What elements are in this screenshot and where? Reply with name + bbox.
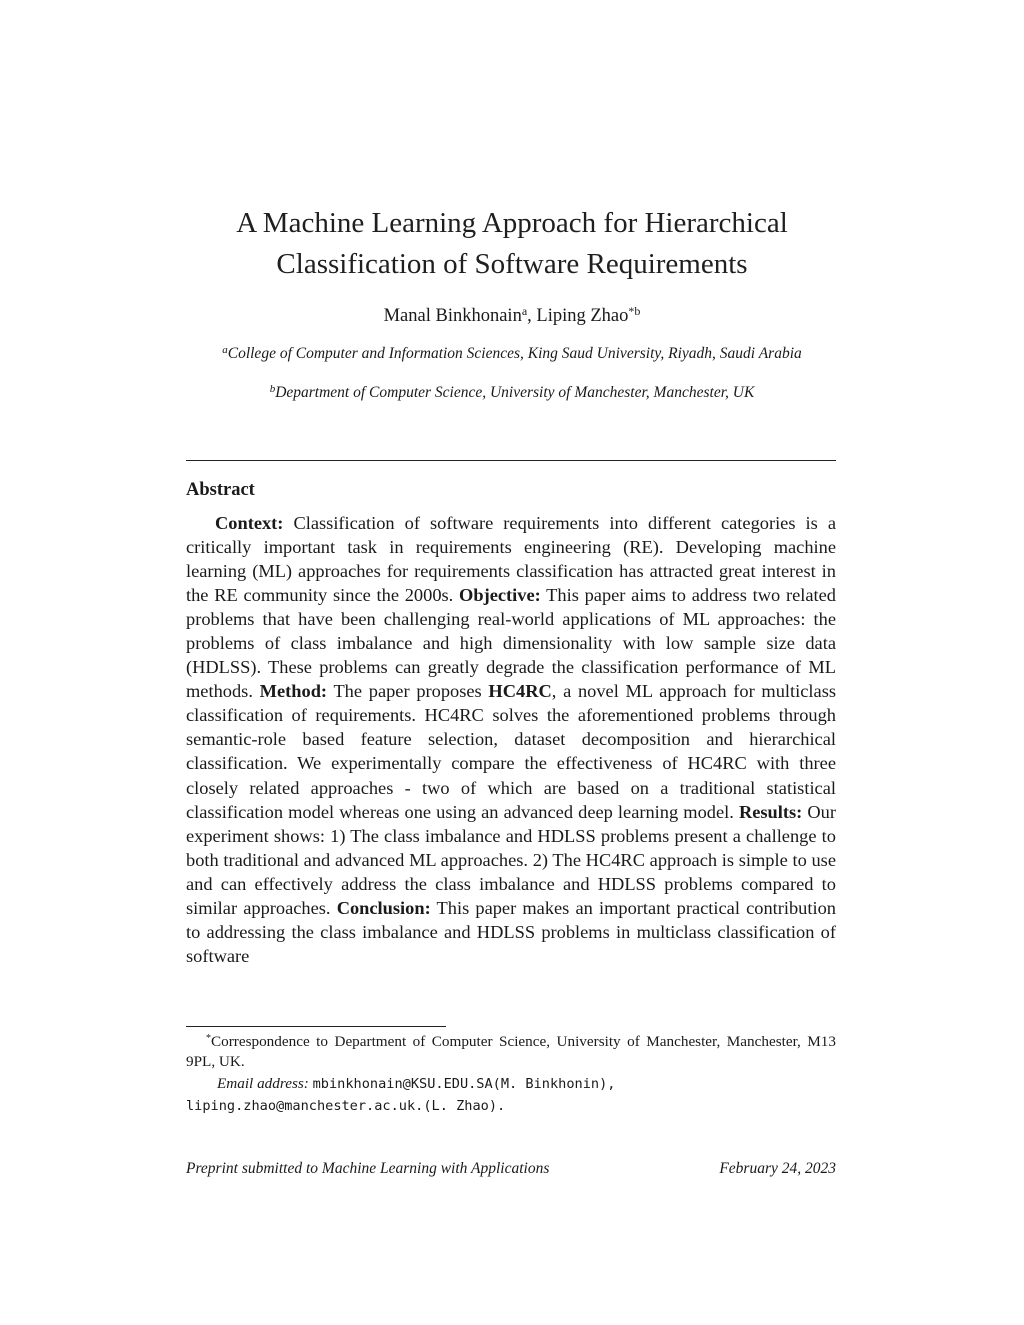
correspondence-footnote [186,1032,836,1072]
conclusion-text: This paper makes an important practical contribution to addressing the class imbalance and HDLSS problems in multiclass classification of software [186,897,836,966]
author-2-name: Liping Zhao [536,306,629,326]
affiliation-b-text: Department of Computer Science, University of Manchester, Manchester, UK [275,384,755,401]
context-text: Classification of software requirements into different categories is a critically important task in requirements engineering (RE). Developing machine learning (ML) approaches for requirements classification has attracted great interest in the RE community since the 2000s. [186,513,836,606]
affiliation-a [186,344,838,363]
context-label: Context: [215,513,284,533]
preprint-note: Preprint submitted to Machine Learning with Applications [186,1160,550,1177]
objective-text: This paper aims to address two related problems that have been challenging real-world applications of ML approaches: the problems of class imbalance and high dimensionality with low sample size data (HDLSS). These problems can greatly degrade the classification performance of ML methods. [186,585,836,702]
abstract-body [186,511,836,968]
conclusion-label: Conclusion: [336,897,431,918]
email-2[interactable]: liping.zhao@manchester.ac.uk.(L. Zhao). [186,1098,506,1114]
objective-label: Objective: [459,585,541,606]
affiliation-a-text: College of Computer and Information Sciences, King Saud University, Riyadh, Saudi Arabia [227,345,802,362]
results-label: Results: [738,801,803,822]
author-list [150,304,874,328]
footnote-marker: * [206,1033,211,1044]
method-text-after: , a novel ML approach for multiclass classification of requirements. HC4RC solves the aforementioned problems through semantic-role based feature selection, dataset decomposition and hierarchical classification. We experimentally compare the effectiveness of HC4RC with three closely related approaches - two of which are based on a traditional statistical classification model whereas one using an advanced deep learning model. [186,681,837,822]
affiliation-b-marker: b [269,383,276,395]
author-separator: , [527,306,537,326]
title-line-2: Classification of Software Requirements [276,248,748,280]
preprint-date: February 24, 2023 [719,1160,836,1177]
author-1-affil-marker: a [521,304,528,318]
footnote-rule [186,1026,446,1027]
email-1[interactable]: mbinkhonain@KSU.EDU.SA(M. Binkhonin), [312,1076,616,1092]
results-text: Our experiment shows: 1) The class imbalance and HDLSS problems present a challenge to both traditional and advanced ML approaches. 2) The HC4RC approach is simple to use and can effectively address the class imbalance and HDLSS problems compared to similar approaches. [186,801,836,918]
abstract-top-rule [186,460,836,461]
title-line-1: A Machine Learning Approach for Hierarchical [236,207,788,239]
author-2-affil-marker: *b [628,304,641,318]
paper-title [150,203,874,285]
email-label: Email address: [217,1075,309,1092]
affiliation-b [186,383,838,402]
abstract-heading: Abstract [186,480,255,500]
footnote-text: Correspondence to Department of Computer Science, University of Manchester, Manchester, M13 9PL, UK. [186,1033,836,1070]
method-text-before: The paper proposes [327,681,489,702]
email-addresses [186,1073,836,1117]
method-label: Method: [259,681,328,702]
author-1-name: Manal Binkhonain [383,306,522,326]
affiliation-a-marker: a [222,344,228,356]
method-name: HC4RC [488,681,552,702]
